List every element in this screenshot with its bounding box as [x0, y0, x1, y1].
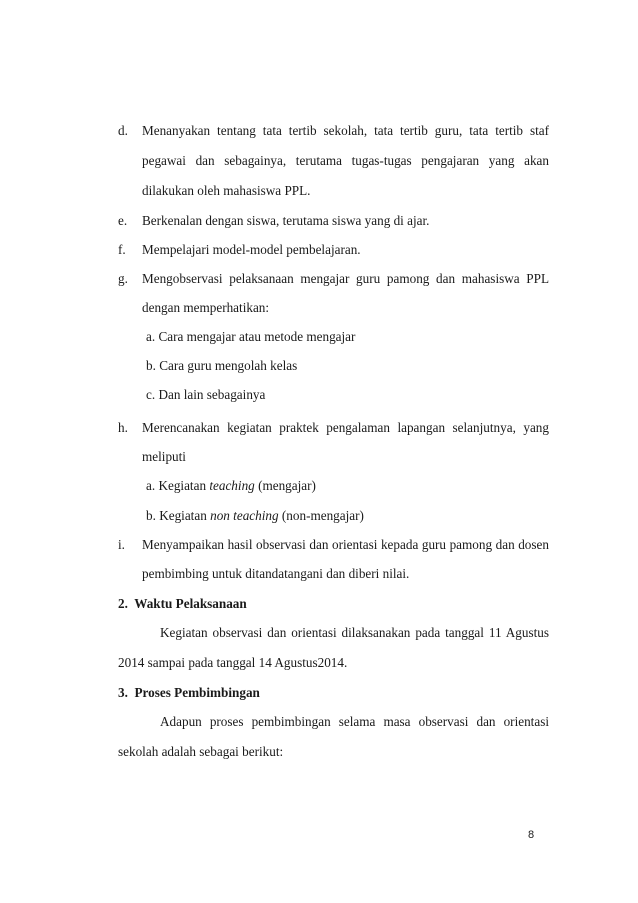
item-g-line-1: Mengobservasi pelaksanaan mengajar guru pamong dan mahasiswa PPL: [142, 271, 549, 286]
list-marker-f: f.: [118, 242, 126, 257]
page-number: 8: [528, 829, 535, 841]
item-d-line-1: Menanyakan tentang tata tertib sekolah, tata tertib guru, tata tertib staf: [142, 123, 549, 138]
item-g-sub-b: b. Cara guru mengolah kelas: [146, 358, 298, 373]
item-i-line-1: Menyampaikan hasil observasi dan orientasi kepada guru pamong dan dosen: [142, 537, 549, 552]
item-f-line: Mempelajari model-model pembelajaran.: [142, 242, 361, 257]
section-3-heading: 3. Proses Pembimbingan: [118, 685, 260, 700]
item-h-sub-b-emphasis: non teaching: [210, 508, 279, 523]
list-marker-i: i.: [118, 537, 125, 552]
item-h-sub-b-suffix: (non-mengajar): [278, 508, 364, 523]
item-e-line: Berkenalan dengan siswa, terutama siswa yang di ajar.: [142, 213, 430, 228]
item-d-line-3: dilakukan oleh mahasiswa PPL.: [142, 183, 311, 198]
section-3-line-1: Adapun proses pembimbingan selama masa observasi dan orientasi: [160, 714, 549, 729]
item-h-sub-b-prefix: b. Kegiatan: [146, 508, 211, 523]
item-h-sub-a-emphasis: teaching: [209, 478, 255, 493]
list-marker-d: d.: [118, 123, 128, 138]
section-2-line-1: Kegiatan observasi dan orientasi dilaksanakan pada tanggal 11 Agustus: [160, 625, 549, 640]
item-h-sub-a: [146, 478, 316, 494]
list-marker-h: h.: [118, 420, 128, 435]
item-g-sub-c: c. Dan lain sebagainya: [146, 387, 266, 402]
item-d-line-2: pegawai dan sebagainya, terutama tugas-tugas pengajaran yang akan: [142, 153, 549, 168]
list-marker-e: e.: [118, 213, 128, 228]
item-h-line-2: meliputi: [142, 449, 186, 464]
item-g-sub-a: a. Cara mengajar atau metode mengajar: [146, 329, 356, 344]
item-h-sub-a-prefix: a. Kegiatan: [146, 478, 210, 493]
item-h-sub-b: [146, 508, 364, 524]
item-i-line-2: pembimbing untuk ditandatangani dan diberi nilai.: [142, 566, 410, 581]
item-g-line-2: dengan memperhatikan:: [142, 300, 270, 315]
list-marker-g: g.: [118, 271, 128, 286]
section-2-heading: 2. Waktu Pelaksanaan: [118, 596, 247, 611]
section-2-line-2: 2014 sampai pada tanggal 14 Agustus2014.: [118, 655, 348, 670]
item-h-line-1: Merencanakan kegiatan praktek pengalaman lapangan selanjutnya, yang: [142, 420, 549, 435]
item-h-sub-a-suffix: (mengajar): [254, 478, 316, 493]
section-3-line-2: sekolah adalah sebagai berikut:: [118, 744, 284, 759]
